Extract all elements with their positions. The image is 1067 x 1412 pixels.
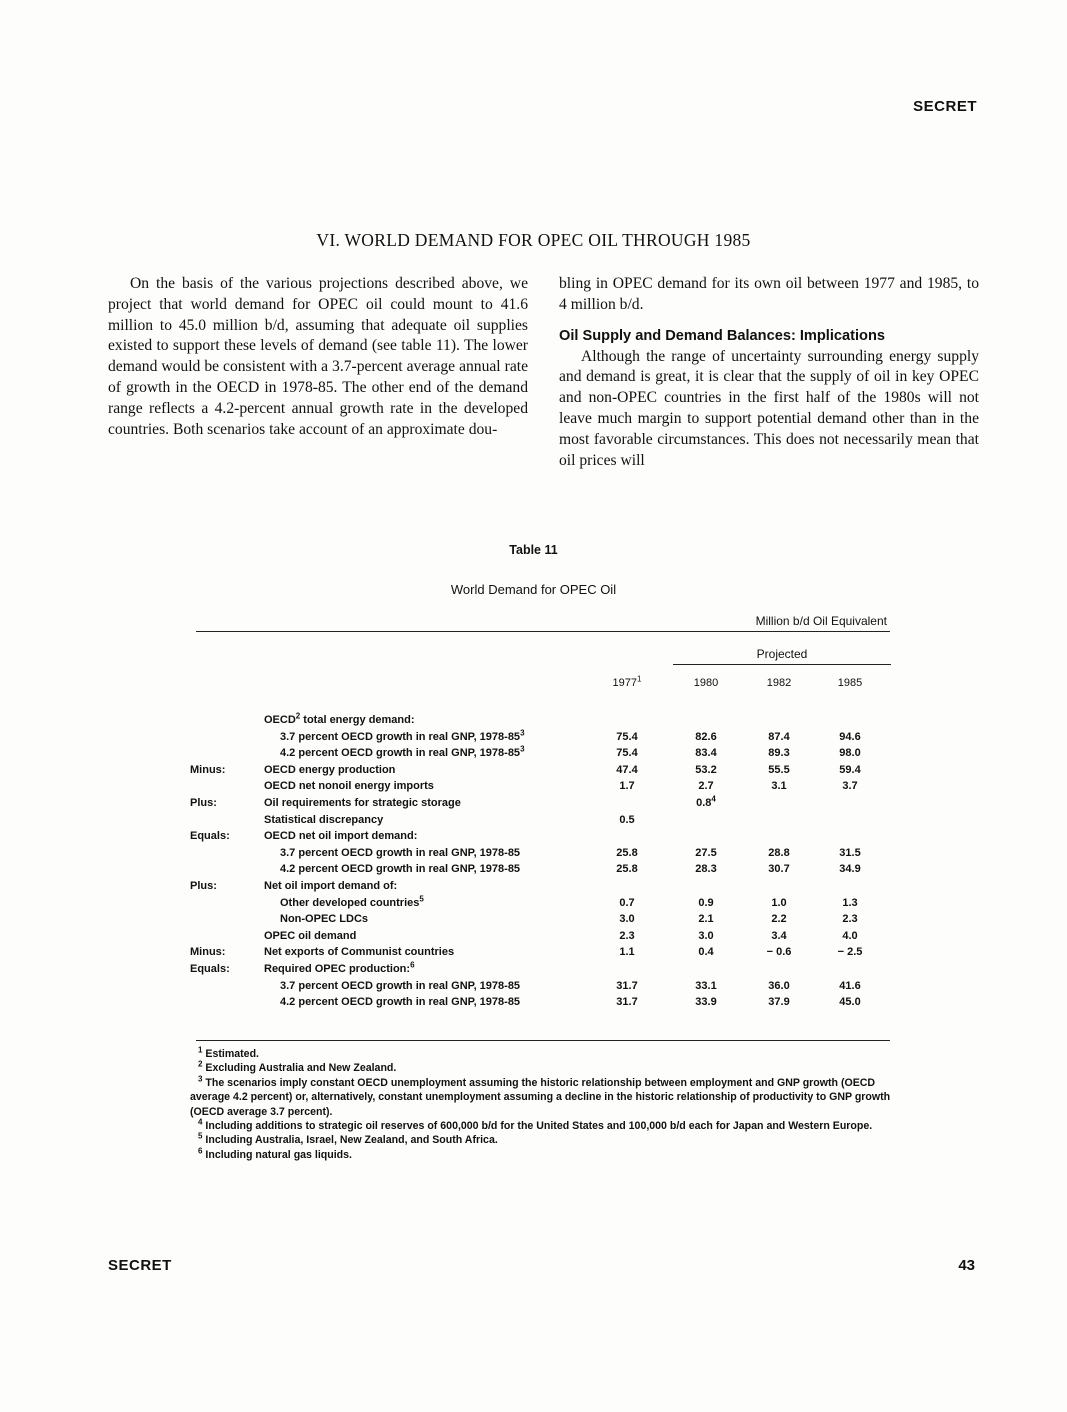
row-label <box>264 762 395 779</box>
column-header-1982: 1982 <box>766 677 792 689</box>
footnote-mark: 3 <box>520 727 525 737</box>
footnote-text: The scenarios imply constant OECD unemployment assuming the historic relationship between employment and GNP growth (OECD average 4.2 percent) or, alternatively, constant unemployment assuming a decline in the historic relationship of productivity to GNP growth (OECD average 3.7 percent). <box>190 1076 891 1118</box>
footnote-mark: 1 <box>198 1045 203 1055</box>
row-operator: Minus: <box>190 763 226 776</box>
row-label-text: Statistical discrepancy <box>264 813 384 826</box>
cell-value <box>597 944 657 961</box>
row-label-text: Other developed countries <box>280 896 420 909</box>
footnote-mark: 5 <box>198 1131 203 1141</box>
cell-value <box>749 745 809 762</box>
cell-value <box>820 911 880 928</box>
cell-value <box>820 745 880 762</box>
footnote-mark: 6 <box>198 1146 203 1156</box>
cell-value-text: 83.4 <box>695 747 717 760</box>
footnote-mark: 4 <box>711 794 716 804</box>
column-header-1977-label: 1977 <box>612 677 638 689</box>
table-row <box>0 878 1067 895</box>
row-label <box>264 778 434 795</box>
cell-value <box>676 994 736 1011</box>
cell-value <box>597 978 657 995</box>
table-row <box>0 928 1067 945</box>
row-label-text: Net oil import demand of: <box>264 879 398 892</box>
row-label <box>280 895 424 912</box>
cell-value <box>597 778 657 795</box>
table-bottom-rule <box>196 1040 890 1041</box>
footnote-text: Including natural gas liquids. <box>205 1148 352 1161</box>
cell-value-text: 25.8 <box>616 846 638 859</box>
row-operator: Plus: <box>190 879 217 892</box>
cell-value-text: 27.5 <box>695 846 717 859</box>
cell-value-text: 55.5 <box>768 763 790 776</box>
cell-value <box>820 861 880 878</box>
footnote <box>190 1133 892 1147</box>
cell-value <box>597 845 657 862</box>
classification-header: SECRET <box>913 98 977 115</box>
row-label <box>280 729 525 746</box>
cell-value <box>597 928 657 945</box>
cell-value-text: 1.1 <box>619 946 635 959</box>
row-label-rest: total energy demand: <box>300 714 415 726</box>
footnote-mark: 5 <box>419 893 424 903</box>
row-label-text: 4.2 percent OECD growth in real GNP, 1978-85 <box>280 996 521 1009</box>
column-header-1985: 1985 <box>837 677 863 689</box>
cell-value-text: 0.5 <box>619 813 635 826</box>
table-row <box>0 845 1067 862</box>
row-label <box>280 994 520 1011</box>
row-operator: Plus: <box>190 796 217 809</box>
cell-value <box>676 944 736 961</box>
cell-value-text: 3.4 <box>771 929 787 942</box>
cell-value-text: 3.0 <box>619 913 635 926</box>
row-label <box>264 812 383 829</box>
table-row <box>0 961 1067 978</box>
row-label-text: Non-OPEC LDCs <box>280 913 368 926</box>
right-column <box>559 274 979 471</box>
cell-value-text: 2.3 <box>619 929 635 942</box>
row-label <box>264 878 397 895</box>
cell-value <box>676 845 736 862</box>
cell-value <box>676 745 736 762</box>
cell-value-text: 41.6 <box>839 979 861 992</box>
cell-value-text: 37.9 <box>768 996 790 1009</box>
table-title: World Demand for OPEC Oil <box>450 582 617 597</box>
table-row <box>0 828 1067 845</box>
cell-value <box>597 861 657 878</box>
cell-value <box>820 944 880 961</box>
cell-value <box>820 762 880 779</box>
page-number: 43 <box>958 1257 975 1274</box>
footnote-mark: 3 <box>520 744 525 754</box>
cell-value <box>820 729 880 746</box>
table-row <box>0 778 1067 795</box>
row-label-text: 3.7 percent OECD growth in real GNP, 1978-85 <box>280 846 521 859</box>
footnote <box>190 1148 892 1162</box>
cell-value <box>749 845 809 862</box>
row-label-text: 4.2 percent OECD growth in real GNP, 1978-85 <box>280 863 521 876</box>
cell-value <box>749 911 809 928</box>
footnotes <box>190 1047 892 1162</box>
table-row <box>0 729 1067 746</box>
cell-value <box>749 994 809 1011</box>
table-row <box>0 911 1067 928</box>
cell-value <box>676 861 736 878</box>
table-row <box>0 861 1067 878</box>
left-column <box>108 274 528 440</box>
cell-value-text: 31.5 <box>839 846 861 859</box>
row-operator: Equals: <box>190 962 230 975</box>
column-header-1980: 1980 <box>693 677 719 689</box>
cell-value-text: 28.3 <box>695 863 717 876</box>
cell-value-text: 3.7 <box>842 780 858 793</box>
row-label-text: OPEC oil demand <box>264 929 357 942</box>
table-top-rule <box>196 631 890 632</box>
row-label <box>264 961 415 978</box>
row-label-text: 3.7 percent OECD growth in real GNP, 1978-85 <box>280 979 521 992</box>
cell-value <box>820 895 880 912</box>
row-label-text: 3.7 percent OECD growth in real GNP, 1978-85 <box>280 730 521 743</box>
cell-value-text: 34.9 <box>839 863 861 876</box>
row-label <box>264 828 417 845</box>
cell-value <box>749 762 809 779</box>
cell-value-text: 45.0 <box>839 996 861 1009</box>
cell-value-text: 30.7 <box>768 863 790 876</box>
footnote-text: Estimated. <box>205 1048 259 1060</box>
cell-value-text: 28.8 <box>768 846 790 859</box>
row-operator: Equals: <box>190 830 230 843</box>
cell-value <box>749 978 809 995</box>
table-body <box>0 712 1067 1011</box>
cell-value-text: 2.1 <box>698 913 714 926</box>
cell-value-text: 0.9 <box>698 896 714 909</box>
table-row <box>0 944 1067 961</box>
row-label <box>264 795 461 812</box>
cell-value <box>676 895 736 912</box>
cell-value <box>676 978 736 995</box>
cell-value-text: 82.6 <box>695 730 717 743</box>
cell-value-text: 4.0 <box>842 929 858 942</box>
right-paragraph: Although the range of uncertainty surrounding energy supply and demand is great, it is clear that the supply of oil in key OPEC and non-OPEC countries in the first half of the 1980s will not leave much margin to support potential demand other than in the most favorable circumstances. This does not necessarily mean that oil prices will <box>559 347 979 469</box>
cell-value-text: 33.9 <box>695 996 717 1009</box>
footnote <box>190 1119 892 1133</box>
table-row <box>0 978 1067 995</box>
table-row <box>0 895 1067 912</box>
cell-value-text: 98.0 <box>839 747 861 760</box>
cell-value <box>749 729 809 746</box>
cell-value-text: 3.1 <box>771 780 787 793</box>
footnote-mark: 1 <box>637 674 642 684</box>
row-label-text: OECD net oil import demand: <box>264 830 418 843</box>
cell-value <box>597 911 657 928</box>
row-label-text: Oil requirements for strategic storage <box>264 796 461 809</box>
footnote <box>190 1076 892 1119</box>
projected-rule <box>673 664 891 665</box>
row-operator: Minus: <box>190 946 226 959</box>
cell-value-text: 89.3 <box>768 747 790 760</box>
cell-value-text: 2.2 <box>771 913 787 926</box>
row-label <box>280 845 520 862</box>
row-label-text: Net exports of Communist countries <box>264 946 455 959</box>
cell-value-text: 3.0 <box>698 929 714 942</box>
cell-value-text: 25.8 <box>616 863 638 876</box>
table-row <box>0 812 1067 829</box>
cell-value-text: 33.1 <box>695 979 717 992</box>
cell-value-text: 75.4 <box>616 730 638 743</box>
cell-value-text: 0.4 <box>698 946 714 959</box>
cell-value <box>676 928 736 945</box>
table-label: Table 11 <box>509 543 558 557</box>
footnote-mark: 3 <box>198 1074 203 1084</box>
projected-header: Projected <box>756 647 808 661</box>
left-paragraph: On the basis of the various projections described above, we project that world demand for OPEC oil could mount to 41.6 million to 45.0 million b/d, assuming that adequate oil supplies existed to support these levels of demand (see table 11). The lower demand would be consistent with a 3.7-percent average annual rate of growth in the OECD in 1978-85. The other end of the demand range reflects a 4.2-percent annual growth rate in the developed countries. Both scenarios take account of an approximate dou- <box>108 275 528 438</box>
classification-footer: SECRET <box>108 1257 172 1274</box>
cell-value-text: 1.7 <box>619 780 635 793</box>
cell-value-text: 31.7 <box>616 996 638 1009</box>
cell-value <box>676 795 736 812</box>
cell-value-text: 53.2 <box>695 763 717 776</box>
footnote <box>190 1047 892 1061</box>
chapter-title: VI. WORLD DEMAND FOR OPEC OIL THROUGH 1985 <box>316 230 751 250</box>
cell-value <box>597 812 657 829</box>
row-label-text: OECD <box>264 714 296 726</box>
right-paragraph-continued: bling in OPEC demand for its own oil between 1977 and 1985, to 4 million b/d. <box>559 275 979 313</box>
cell-value-text: 2.3 <box>842 913 858 926</box>
row-label-text: OECD energy production <box>264 763 396 776</box>
footnote <box>190 1061 892 1075</box>
cell-value <box>597 994 657 1011</box>
cell-value-text: 87.4 <box>768 730 790 743</box>
footnote-text: Including additions to strategic oil reserves of 600,000 b/d for the United States and 100,000 b/d each for Japan and Western Europe. <box>205 1120 873 1133</box>
table-row <box>0 745 1067 762</box>
cell-value <box>676 729 736 746</box>
cell-value <box>820 845 880 862</box>
cell-value-text: 31.7 <box>616 979 638 992</box>
cell-value <box>597 895 657 912</box>
cell-value-text: 0.8 <box>696 796 712 809</box>
cell-value <box>676 762 736 779</box>
section-heading: Oil Supply and Demand Balances: Implications <box>559 327 886 344</box>
row-label-text: 4.2 percent OECD growth in real GNP, 1978-85 <box>280 747 521 760</box>
cell-value-text: 94.6 <box>839 730 861 743</box>
cell-value <box>676 911 736 928</box>
cell-value-text: 75.4 <box>616 747 638 760</box>
cell-value <box>820 928 880 945</box>
footnote-text: Including Australia, Israel, New Zealand, and South Africa. <box>205 1134 498 1147</box>
row-label-text: Required OPEC production: <box>264 962 411 975</box>
cell-value-text: 59.4 <box>839 763 861 776</box>
cell-value <box>597 745 657 762</box>
row-label <box>280 978 520 995</box>
row-label <box>264 944 454 961</box>
row-label <box>264 928 356 945</box>
cell-value <box>820 778 880 795</box>
table-row <box>0 994 1067 1011</box>
cell-value <box>597 762 657 779</box>
cell-value-text: 1.3 <box>842 896 858 909</box>
cell-value <box>749 778 809 795</box>
cell-value <box>820 978 880 995</box>
footnote-mark: 2 <box>295 711 301 721</box>
table-row <box>0 712 1067 729</box>
cell-value <box>749 895 809 912</box>
cell-value-text: 47.4 <box>616 763 638 776</box>
cell-value <box>749 861 809 878</box>
footnote-mark: 6 <box>410 960 415 970</box>
row-label <box>280 745 525 762</box>
cell-value-text: 0.7 <box>619 896 635 909</box>
cell-value-text: 1.0 <box>771 896 787 909</box>
column-header-1977 <box>597 674 657 689</box>
row-label-text: OECD net nonoil energy imports <box>264 780 434 793</box>
table-row <box>0 762 1067 779</box>
cell-value <box>597 729 657 746</box>
table-unit-note: Million b/d Oil Equivalent <box>755 614 887 628</box>
cell-value-text: 36.0 <box>768 979 790 992</box>
cell-value-text: − 0.6 <box>766 946 792 959</box>
cell-value <box>749 928 809 945</box>
row-label <box>280 911 368 928</box>
cell-value-text: 2.7 <box>698 780 714 793</box>
footnote-mark: 2 <box>198 1059 203 1069</box>
footnote-mark: 4 <box>198 1117 203 1127</box>
cell-value-text: − 2.5 <box>837 946 863 959</box>
cell-value <box>676 778 736 795</box>
cell-value <box>820 994 880 1011</box>
row-label <box>280 861 520 878</box>
footnote-text: Excluding Australia and New Zealand. <box>205 1062 397 1075</box>
cell-value <box>749 944 809 961</box>
row-label <box>264 712 415 729</box>
table-row <box>0 795 1067 812</box>
